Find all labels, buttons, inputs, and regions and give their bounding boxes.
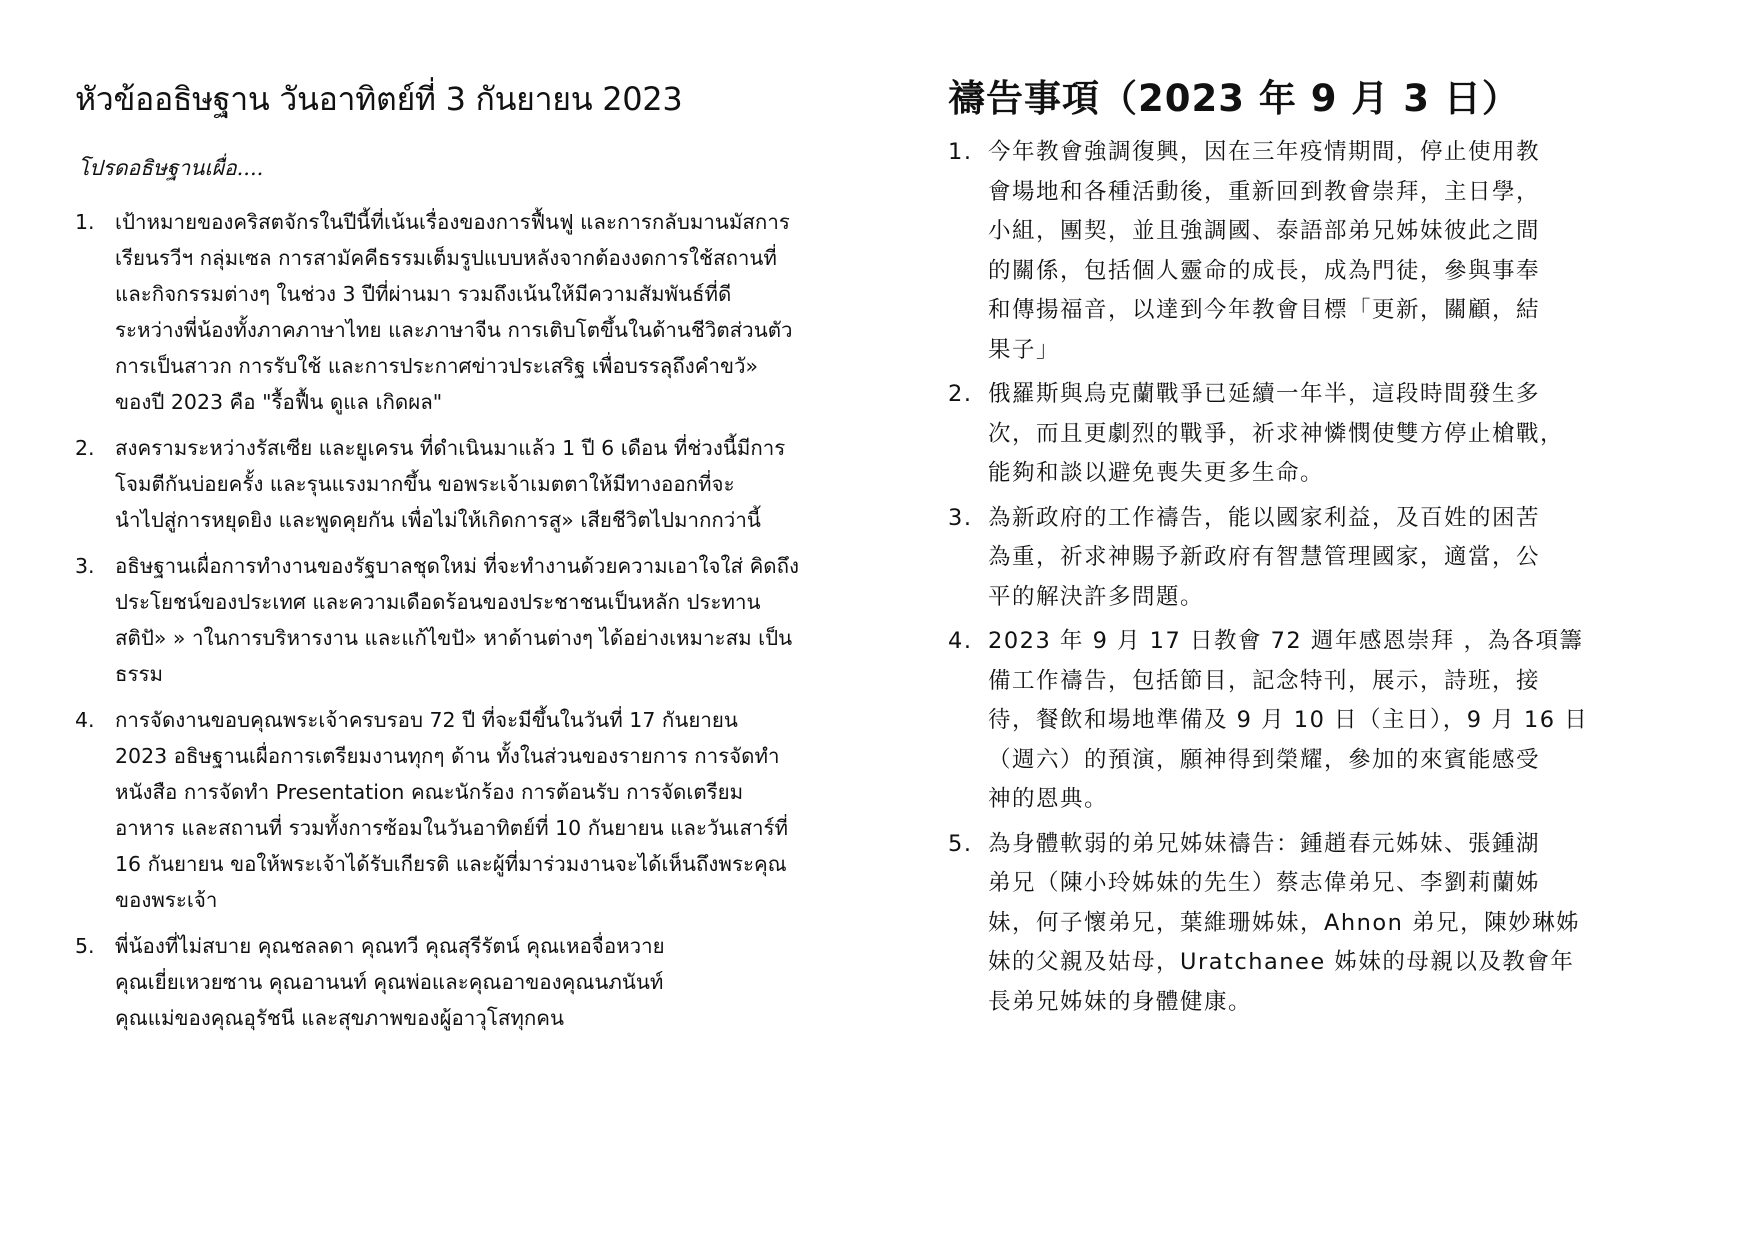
item-number: 1.	[948, 139, 973, 165]
item-line: คุณเยี่ยเหวยซาน คุณอานนท์ คุณพ่อและคุณอาของคุณนภนันท์	[115, 970, 664, 994]
item-line: 妹，何子懷弟兄，葉維珊姊妹，Ahnon 弟兄，陳妙琳姊	[988, 909, 1581, 936]
item-number: 2.	[948, 381, 973, 407]
item-number: 2.	[75, 436, 95, 460]
item-line: ของพระเจ้า	[115, 888, 218, 912]
thai-prayer-item	[75, 928, 825, 1036]
item-line: 長弟兄姊妹的身體健康。	[988, 988, 1253, 1015]
item-line: การจัดงานขอบคุณพระเจ้าครบรอบ 72 ปี ที่จะมีขึ้นในวันที่ 17 กันยายน	[115, 708, 738, 732]
item-line: 為新政府的工作禱告，能以國家利益，及百姓的困苦	[988, 504, 1541, 531]
item-line: 為重，祈求神賜予新政府有智慧管理國家，適當，公	[988, 544, 1541, 570]
item-line: ธรรม	[115, 662, 164, 686]
item-line: 平的解決許多問題。	[988, 583, 1205, 610]
item-line: 2023 อธิษฐานเผื่อการเตรียมงานทุกๆ ด้าน ทั้งในส่วนของรายการ การจัดทำ	[115, 744, 780, 768]
item-line: เรียนรวีฯ กลุ่มเซล การสามัคคีธรรมเต็มรูปแบบหลังจากต้องงดการใช้สถานที่	[115, 246, 777, 270]
item-line: พี่น้องที่ไม่สบาย คุณชลลดา คุณทวี คุณสุรีรัตน์ คุณเหอจื่อหวาย	[115, 934, 665, 958]
chinese-prayer-list	[948, 133, 1738, 1027]
chinese-prayer-item	[948, 622, 1738, 820]
thai-prayer-item	[75, 204, 825, 420]
item-line: และกิจกรรมต่างๆ ในช่วง 3 ปีที่ผ่านมา รวมถึงเน้นให้มีความสัมพันธ์ที่ดี	[115, 282, 732, 306]
thai-prayer-item	[75, 702, 825, 918]
item-line: อธิษฐานเผื่อการทำงานของรัฐบาลชุดใหม่ ที่จะทำงานด้วยความเอาใจใส่ คิดถึง	[115, 554, 800, 578]
item-line: 2023 年 9 月 17 日教會 72 週年感恩崇拜 ，為各項籌	[988, 628, 1584, 654]
item-line: ระหว่างพี่น้องทั้งภาคภาษาไทย และภาษาจีน การเติบโตขึ้นในด้านชีวิตส่วนตัว	[115, 318, 793, 342]
item-line: 能夠和談以避免喪失更多生命。	[988, 460, 1325, 486]
item-line: 今年教會強調復興，因在三年疫情期間，停止使用教	[988, 139, 1541, 165]
item-number: 4.	[75, 708, 95, 732]
item-number: 4.	[948, 628, 973, 654]
thai-prayer-item	[75, 548, 825, 692]
item-line: 的關係，包括個人靈命的成長，成為門徒，參與事奉	[988, 257, 1541, 284]
thai-prayer-item	[75, 430, 825, 538]
item-line: （週六）的預演，願神得到榮耀，參加的來賓能感受	[988, 746, 1541, 773]
item-line: 神的恩典。	[988, 786, 1109, 812]
chinese-prayer-item	[948, 499, 1738, 618]
chinese-prayer-item	[948, 375, 1738, 494]
item-line: 果子」	[988, 336, 1061, 363]
item-number: 5.	[75, 934, 95, 958]
item-line: 小組，團契，並且強調國、泰語部弟兄姊妹彼此之間	[988, 218, 1541, 244]
item-number: 5.	[948, 830, 973, 857]
item-line: คุณแม่ของคุณอุรัชนี และสุขภาพของผู้อาวุโสทุกคน	[115, 1006, 564, 1030]
item-line: สติปั» » าในการบริหารงาน และแก้ไขปั» หาด้านต่างๆ ได้อย่างเหมาะสม เป็น	[115, 626, 793, 650]
item-line: 為身體軟弱的弟兄姊妹禱告：鍾趙春元姊妹、張鍾湖	[988, 830, 1541, 857]
item-line: 弟兄（陳小玲姊妹的先生）蔡志偉弟兄、李劉莉蘭姊	[988, 870, 1541, 896]
chinese-page-title: 禱告事項（2023 年 9 月 3 日）	[948, 77, 1520, 120]
item-line: เป้าหมายของคริสตจักรในปีนี้ที่เน้นเรื่องของการฟื้นฟู และการกลับมานมัสการ	[115, 210, 790, 234]
item-line: 16 กันยายน ขอให้พระเจ้าได้รับเกียรติ และผู้ที่มาร่วมงานจะได้เห็นถึงพระคุณ	[115, 852, 787, 876]
item-line: 俄羅斯與烏克蘭戰爭已延續一年半，這段時間發生多	[988, 381, 1541, 407]
item-line: 和傳揚福音，以達到今年教會目標「更新，關顧，結	[988, 297, 1541, 323]
item-line: 次，而且更劇烈的戰爭，祈求神憐憫使雙方停止槍戰，	[988, 420, 1565, 447]
thai-page-title: หัวข้ออธิษฐาน วันอาทิตย์ที่ 3 กันยายน 2023	[75, 80, 683, 118]
thai-intro: โปรดอธิษฐานเผื่อ....	[78, 156, 264, 180]
chinese-prayer-item	[948, 825, 1738, 1023]
item-line: 備工作禱告，包括節目，記念特刊，展示，詩班，接	[988, 667, 1541, 694]
item-line: การเป็นสาวก การรับใช้ และการประกาศข่าวประเสริฐ เพื่อบรรลุถึงคำขวั»	[115, 354, 759, 378]
thai-prayer-list	[75, 204, 825, 1046]
item-number: 3.	[948, 504, 973, 531]
item-line: อาหาร และสถานที่ รวมทั้งการซ้อมในวันอาทิตย์ที่ 10 กันยายน และวันเสาร์ที่	[115, 816, 789, 840]
item-line: 會場地和各種活動後，重新回到教會崇拜，主日學，	[988, 178, 1541, 205]
item-line: 待，餐飲和場地準備及 9 月 10 日（主日），9 月 16 日	[988, 707, 1589, 733]
item-line: นำไปสู่การหยุดยิง และพูดคุยกัน เพื่อไม่ให้เกิดการสู» เสียชีวิตไปมากกว่านี้	[115, 508, 761, 532]
item-line: หนังสือ การจัดทำ Presentation คณะนักร้อง การต้อนรับ การจัดเตรียม	[115, 780, 744, 804]
chinese-prayer-item	[948, 133, 1738, 370]
item-line: โจมตีกันบ่อยครั้ง และรุนแรงมากขึ้น ขอพระเจ้าเมตตาให้มีทางออกที่จะ	[115, 472, 735, 496]
item-line: ประโยชน์ของประเทศ และความเดือดร้อนของประชาชนเป็นหลัก ประทาน	[115, 590, 761, 614]
item-number: 1.	[75, 210, 95, 234]
item-line: สงครามระหว่างรัสเซีย และยูเครน ที่ดำเนินมาแล้ว 1 ปี 6 เดือน ที่ช่วงนี้มีการ	[115, 436, 786, 460]
item-line: ของปี 2023 คือ "รื้อฟื้น ดูแล เกิดผล"	[115, 390, 443, 414]
item-number: 3.	[75, 554, 95, 578]
item-line: 妹的父親及姑母，Uratchanee 姊妹的母親以及教會年	[988, 949, 1575, 975]
